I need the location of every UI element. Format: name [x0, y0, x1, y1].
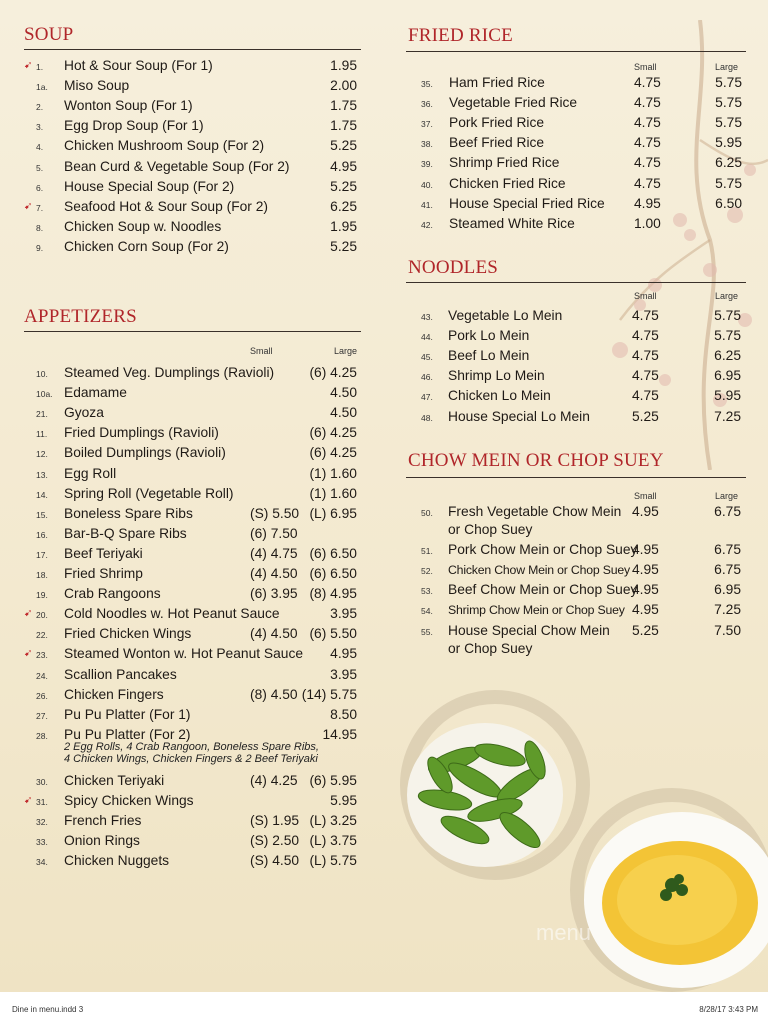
menu-item-row: [24, 484, 364, 504]
menu-item-row: [406, 153, 751, 173]
item-large-price: (6) 4.25: [309, 365, 357, 380]
item-number: 19.: [36, 590, 48, 601]
item-number: 52.: [421, 566, 433, 577]
item-number: 6.: [36, 182, 44, 193]
menu-item-row: [406, 133, 751, 153]
item-number: 32.: [36, 817, 48, 828]
item-number: 22.: [36, 630, 48, 641]
item-number: 23.: [36, 650, 48, 661]
item-large-price: (6) 5.95: [309, 772, 357, 788]
menu-item-row: [24, 644, 364, 664]
item-number: 54.: [421, 606, 433, 617]
item-small-price: 4.95: [632, 542, 659, 558]
item-large-price: 5.75: [714, 308, 741, 323]
menu-item-row: [24, 56, 364, 76]
menu-item-row: [24, 136, 364, 156]
menu-item-row: [24, 831, 364, 851]
chow-mein-small-header: Small: [634, 491, 657, 501]
section-divider: [406, 282, 746, 283]
item-name: Spicy Chicken Wings: [64, 793, 194, 808]
menu-item-row: [24, 423, 364, 443]
pupu-description-line-2: 4 Chicken Wings, Chicken Fingers & 2 Beef Teriyaki: [64, 753, 318, 765]
item-name: Shrimp Fried Rice: [449, 155, 560, 171]
item-number: 36.: [421, 99, 433, 110]
item-name: Pork Fried Rice: [449, 115, 545, 131]
spicy-indicator-icon: ➹: [24, 648, 33, 660]
item-number: 5.: [36, 162, 44, 173]
noodles-large-header: Large: [715, 291, 739, 301]
item-number: 34.: [36, 857, 48, 868]
item-large-price: (L) 3.25: [309, 813, 357, 829]
item-name: Fried Chicken Wings: [64, 626, 192, 642]
menu-item-row: [406, 93, 751, 113]
menu-item-row: [24, 524, 364, 544]
item-number: 8.: [36, 222, 44, 233]
item-name: Egg Roll: [64, 465, 117, 481]
item-name: Edamame: [64, 385, 127, 401]
item-number: 39.: [421, 159, 433, 170]
item-name: Chicken Mushroom Soup (For 2): [64, 138, 265, 154]
item-number: 21.: [36, 409, 48, 420]
spicy-indicator-icon: ➹: [24, 608, 33, 620]
item-large-price: (8) 4.95: [309, 586, 357, 602]
menu-item-row: [24, 464, 364, 484]
menu-item-row: [406, 326, 751, 346]
item-price: 1.95: [330, 218, 357, 234]
section-title-noodles: NOODLES: [408, 257, 499, 278]
item-price: 6.25: [330, 198, 357, 214]
item-number: 20.: [36, 610, 48, 621]
item-number: 35.: [421, 79, 433, 89]
item-name: House Special Fried Rice: [449, 195, 605, 211]
item-large-price: (6) 6.50: [309, 566, 357, 581]
item-name: Fried Dumplings (Ravioli): [64, 425, 219, 441]
menu-item-row: [24, 624, 364, 644]
item-name: House Special Soup (For 2): [64, 178, 235, 194]
item-small-price: 4.95: [632, 582, 659, 598]
item-large-price: 4.50: [330, 385, 357, 401]
item-small-price: (4) 4.50: [250, 566, 298, 581]
item-name: Vegetable Fried Rice: [449, 95, 578, 111]
item-name: Chicken Fingers: [64, 686, 164, 702]
item-small-price: 4.75: [634, 155, 661, 171]
item-number: 26.: [36, 690, 48, 701]
item-number: 15.: [36, 509, 48, 520]
menu-item-row: [24, 705, 364, 725]
item-small-price: 4.75: [634, 115, 661, 131]
menu-item-row: [24, 237, 364, 257]
menu-item-row: [406, 174, 751, 194]
item-large-price: 5.75: [715, 75, 742, 90]
item-small-price: 4.75: [634, 95, 661, 111]
menu-item-row: [406, 306, 751, 326]
item-number: 55.: [421, 626, 433, 637]
item-small-price: (4) 4.50: [250, 626, 298, 642]
menu-item-row: [24, 851, 364, 871]
menu-item-row: [406, 73, 751, 93]
item-name: Scallion Pancakes: [64, 666, 177, 682]
item-large-price: 6.75: [714, 562, 741, 578]
egg-drop-soup-photo: [582, 805, 768, 990]
footer-timestamp: 8/28/17 3:43 PM: [699, 1005, 758, 1014]
item-small-price: (S) 2.50: [250, 833, 300, 849]
item-large-price: 6.75: [714, 542, 741, 558]
item-large-price: 8.50: [330, 706, 357, 722]
menu-item-row: [24, 791, 364, 811]
menu-item-row: [406, 194, 751, 214]
item-large-price: 4.50: [330, 405, 357, 421]
item-small-price: 4.75: [634, 135, 661, 151]
item-large-price: (1) 1.60: [309, 485, 357, 501]
item-name: Beef Lo Mein: [448, 348, 530, 364]
item-number: 16.: [36, 529, 48, 540]
item-small-price: 4.95: [634, 195, 661, 211]
item-number: 14.: [36, 489, 48, 500]
fried-rice-large-header: Large: [715, 62, 739, 72]
item-name: Steamed Veg. Dumplings (Ravioli): [64, 365, 275, 380]
item-number: 9.: [36, 242, 44, 253]
appetizers-large-header: Large: [334, 346, 358, 356]
item-name: Vegetable Lo Mein: [448, 308, 563, 323]
item-name: Pu Pu Platter (For 1): [64, 706, 191, 722]
item-large-price: (L) 6.95: [309, 505, 357, 521]
item-price: 1.95: [330, 58, 357, 73]
menu-item-row: [406, 366, 751, 386]
menu-item-row: [24, 544, 364, 564]
item-name: Fried Shrimp: [64, 566, 143, 581]
item-small-price: (S) 1.95: [250, 813, 300, 829]
item-name: Chicken Teriyaki: [64, 772, 165, 788]
item-price: 4.95: [330, 158, 357, 174]
item-large-price: 5.95: [714, 388, 741, 404]
item-name: Chicken Chow Mein or Chop Suey: [448, 563, 630, 578]
item-large-price: (14) 5.75: [301, 686, 357, 702]
item-number: 1.: [36, 62, 44, 72]
item-large-price: (L) 3.75: [309, 833, 357, 849]
item-name: Beef Fried Rice: [449, 135, 545, 151]
item-small-price: 1.00: [634, 215, 661, 231]
item-number: 11.: [36, 429, 48, 440]
pupu-description-line-1: 2 Egg Rolls, 4 Crab Rangoon, Boneless Spare Ribs,: [64, 741, 319, 753]
item-number: 10.: [36, 369, 48, 379]
section-divider: [24, 331, 361, 332]
item-name: House Special Chow Mein: [448, 622, 610, 638]
item-price: 1.75: [330, 118, 357, 134]
item-number: 4.: [36, 142, 44, 153]
item-small-price: (6) 3.95: [250, 586, 298, 602]
print-footer: [0, 992, 768, 1017]
item-small-price: 5.25: [632, 408, 659, 424]
item-name: Pork Chow Mein or Chop Suey: [448, 542, 638, 558]
item-price: 1.75: [330, 98, 357, 114]
item-number: 1a.: [36, 82, 48, 93]
footer-filename: Dine in menu.indd 3: [12, 1005, 84, 1014]
item-name: Spring Roll (Vegetable Roll): [64, 485, 234, 501]
item-number: 30.: [36, 776, 48, 787]
item-number: 18.: [36, 570, 48, 580]
item-name: Bar-B-Q Spare Ribs: [64, 525, 187, 541]
item-name: Egg Drop Soup (For 1): [64, 118, 204, 134]
item-name: Beef Chow Mein or Chop Suey: [448, 582, 638, 598]
item-small-price: (4) 4.25: [250, 772, 298, 788]
item-large-price: 6.25: [715, 155, 742, 171]
item-number: 47.: [421, 392, 433, 403]
item-price: 5.25: [330, 178, 357, 194]
section-divider: [24, 49, 361, 50]
item-number: 27.: [36, 710, 48, 721]
item-number: 7.: [36, 202, 44, 213]
menu-item-row: [24, 584, 364, 604]
chow-mein-large-header: Large: [715, 491, 739, 501]
item-number: 2.: [36, 102, 44, 113]
appetizers-small-header: Small: [250, 346, 273, 356]
item-large-price: 5.95: [715, 135, 742, 151]
item-name: Chicken Fried Rice: [449, 175, 566, 191]
item-large-price: 14.95: [322, 726, 357, 742]
item-large-price: 5.75: [715, 95, 742, 111]
menu-item-row: [24, 771, 364, 791]
item-name: Miso Soup: [64, 78, 130, 94]
item-number: 46.: [421, 372, 433, 383]
item-name-continued: or Chop Suey: [448, 640, 533, 656]
item-large-price: (6) 4.25: [309, 445, 357, 461]
item-large-price: 5.75: [714, 328, 741, 344]
item-large-price: (1) 1.60: [309, 465, 357, 481]
item-number: 17.: [36, 549, 48, 560]
menu-item-row: [24, 177, 364, 197]
item-number: 41.: [421, 199, 433, 210]
item-number: 45.: [421, 352, 433, 363]
item-name: Chicken Soup w. Noodles: [64, 218, 222, 234]
item-small-price: (S) 4.50: [250, 853, 300, 869]
item-large-price: 3.95: [330, 666, 357, 682]
item-number: 24.: [36, 670, 48, 681]
item-name: Boneless Spare Ribs: [64, 505, 193, 521]
item-number: 38.: [421, 139, 433, 150]
item-small-price: 4.75: [634, 175, 661, 191]
menu-item-row: [24, 403, 364, 423]
item-name: Pu Pu Platter (For 2): [64, 726, 191, 742]
menu-item-row: [24, 76, 364, 96]
item-large-price: 6.75: [714, 504, 741, 519]
menu-item-row: [406, 560, 751, 580]
menu-item-row: [406, 600, 751, 620]
item-number: 51.: [421, 546, 433, 557]
item-number: 10a.: [36, 389, 53, 400]
menu-item-row: [406, 214, 751, 234]
item-name: Hot & Sour Soup (For 1): [64, 58, 213, 73]
item-large-price: 7.50: [714, 622, 741, 638]
item-name: Ham Fried Rice: [449, 75, 545, 90]
menu-item-row: [24, 116, 364, 136]
item-small-price: 4.75: [634, 75, 661, 90]
item-number: 43.: [421, 312, 433, 322]
item-name-continued: or Chop Suey: [448, 522, 533, 537]
item-large-price: 7.25: [714, 602, 741, 618]
menu-item-row: [406, 502, 751, 537]
item-number: 13.: [36, 469, 48, 480]
item-number: 3.: [36, 122, 44, 133]
item-large-price: (6) 6.50: [309, 545, 357, 561]
menu-item-row: [406, 580, 751, 600]
item-number: 44.: [421, 332, 433, 343]
item-small-price: (8) 4.50: [250, 686, 298, 702]
menu-item-row: [24, 157, 364, 177]
menu-item-row: [24, 96, 364, 116]
item-name: Pork Lo Mein: [448, 328, 530, 344]
spicy-indicator-icon: ➹: [24, 795, 33, 806]
item-small-price: 4.75: [632, 348, 659, 364]
item-large-price: 5.95: [330, 793, 357, 808]
item-number: 53.: [421, 586, 433, 597]
item-large-price: 6.50: [715, 195, 742, 211]
item-large-price: 7.25: [714, 408, 741, 424]
item-name: Steamed White Rice: [449, 215, 575, 231]
section-divider: [406, 477, 746, 478]
item-name: Bean Curd & Vegetable Soup (For 2): [64, 158, 290, 174]
item-number: 28.: [36, 730, 48, 741]
menu-item-row: [24, 443, 364, 463]
item-small-price: 4.75: [632, 308, 659, 323]
item-small-price: 5.25: [632, 622, 659, 638]
item-name: Seafood Hot & Sour Soup (For 2): [64, 198, 268, 214]
section-title-appetizers: APPETIZERS: [24, 306, 137, 327]
edamame-photo: [405, 720, 565, 870]
item-name: House Special Lo Mein: [448, 408, 590, 424]
item-number: 31.: [36, 797, 48, 807]
item-large-price: 6.95: [714, 368, 741, 384]
item-name: Boiled Dumplings (Ravioli): [64, 445, 226, 461]
menu-item-row: [406, 386, 751, 406]
item-name: Fresh Vegetable Chow Mein: [448, 504, 622, 519]
item-price: 5.25: [330, 238, 357, 254]
item-large-price: 5.75: [715, 115, 742, 131]
item-large-price: (6) 4.25: [309, 425, 357, 441]
item-name: Chicken Lo Mein: [448, 388, 551, 404]
menu-item-row: [24, 685, 364, 705]
item-small-price: 4.95: [632, 602, 659, 618]
item-name: Crab Rangoons: [64, 586, 161, 602]
menu-item-row: [406, 540, 751, 560]
item-number: 48.: [421, 412, 433, 423]
menu-item-row: [24, 217, 364, 237]
menu-item-row: [406, 621, 751, 656]
item-name: Shrimp Chow Mein or Chop Suey: [448, 603, 625, 618]
menu-item-row: [24, 564, 364, 584]
item-price: 5.25: [330, 138, 357, 154]
menu-item-row: [24, 665, 364, 685]
section-title-chow-mein: CHOW MEIN OR CHOP SUEY: [408, 450, 664, 471]
item-large-price: 5.75: [715, 175, 742, 191]
item-small-price: (6) 7.50: [250, 525, 298, 541]
section-title-fried-rice: FRIED RICE: [408, 25, 513, 46]
item-small-price: 4.75: [632, 388, 659, 404]
item-number: 33.: [36, 837, 48, 848]
item-number: 12.: [36, 449, 48, 460]
watermark-text: menu: [536, 920, 592, 945]
fried-rice-small-header: Small: [634, 62, 657, 72]
menu-item-row: [24, 383, 364, 403]
item-large-price: (6) 5.50: [309, 626, 357, 642]
item-name: Shrimp Lo Mein: [448, 368, 545, 384]
item-small-price: 4.95: [632, 504, 659, 519]
item-price: 2.00: [330, 78, 357, 94]
item-large-price: 6.95: [714, 582, 741, 598]
noodles-small-header: Small: [634, 291, 657, 301]
item-number: 50.: [421, 508, 433, 518]
item-name: Cold Noodles w. Hot Peanut Sauce: [64, 606, 280, 622]
item-name: Gyoza: [64, 405, 104, 421]
menu-item-row: [24, 197, 364, 217]
item-number: 37.: [421, 119, 433, 130]
item-small-price: 4.75: [632, 328, 659, 344]
item-large-price: 3.95: [330, 606, 357, 622]
item-large-price: 4.95: [330, 646, 357, 662]
menu-item-row: [406, 407, 751, 427]
item-small-price: 4.75: [632, 368, 659, 384]
menu-item-row: [406, 113, 751, 133]
item-large-price: (L) 5.75: [309, 853, 357, 869]
item-number: 42.: [421, 219, 433, 230]
menu-item-row: [24, 363, 364, 383]
item-large-price: 6.25: [714, 348, 741, 364]
spicy-indicator-icon: ➹: [24, 60, 33, 71]
menu-item-row: [24, 604, 364, 624]
item-small-price: (4) 4.75: [250, 545, 298, 561]
section-divider: [406, 51, 746, 52]
item-name: Chicken Nuggets: [64, 853, 170, 869]
item-name: Onion Rings: [64, 833, 140, 849]
item-name: Wonton Soup (For 1): [64, 98, 193, 114]
item-number: 40.: [421, 179, 433, 190]
item-name: Chicken Corn Soup (For 2): [64, 238, 229, 254]
item-small-price: (S) 5.50: [250, 505, 300, 521]
item-small-price: 4.95: [632, 562, 659, 578]
menu-item-row: [406, 346, 751, 366]
menu-item-row: [24, 504, 364, 524]
menu-item-row: [24, 811, 364, 831]
item-name: Beef Teriyaki: [64, 545, 143, 561]
spicy-indicator-icon: ➹: [24, 200, 33, 212]
section-title-soup: SOUP: [24, 24, 74, 45]
item-name: French Fries: [64, 813, 142, 829]
item-name: Steamed Wonton w. Hot Peanut Sauce: [64, 646, 304, 662]
